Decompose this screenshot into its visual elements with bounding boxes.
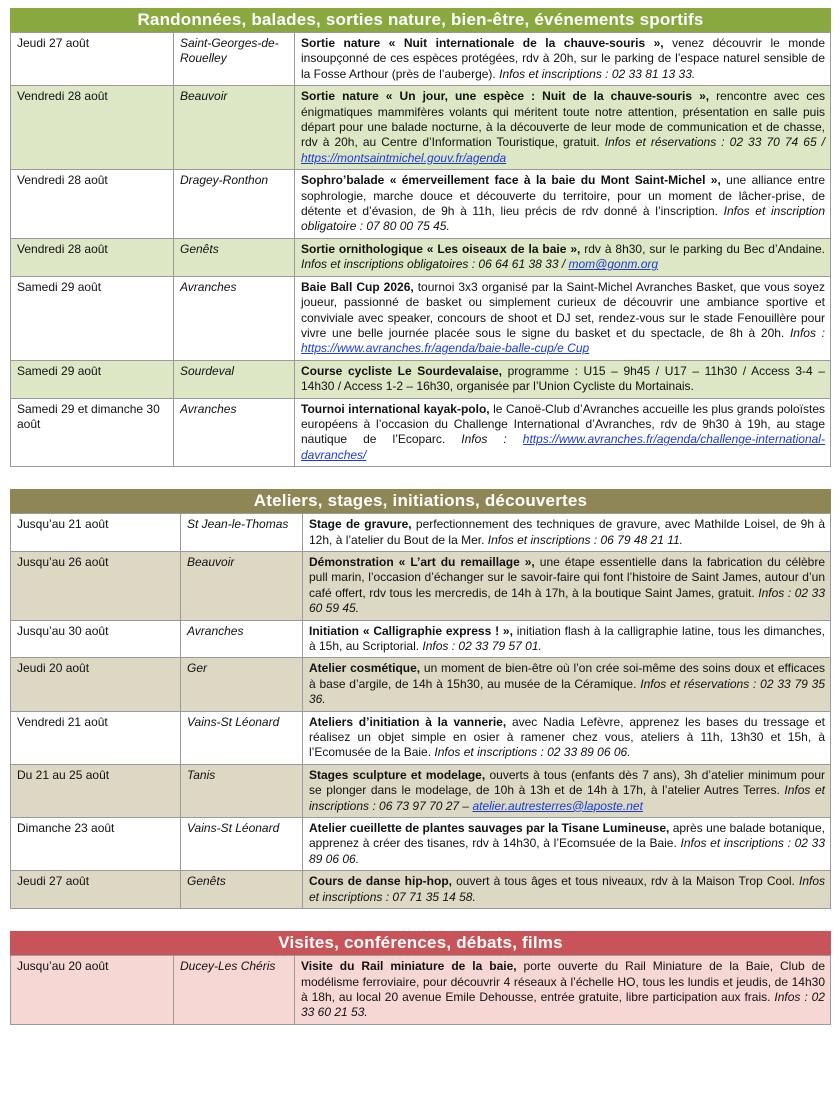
event-info: Infos et inscriptions : 02 33 81 13 33. (499, 66, 696, 81)
event-title: Initiation « Calligraphie express ! », (309, 623, 513, 638)
event-title: Visite du Rail miniature de la baie, (301, 959, 517, 974)
table-row (11, 551, 831, 620)
event-title: Atelier cueillette de plantes sauvages par la Tisane Lumineuse, (309, 821, 670, 836)
table-row (11, 170, 831, 239)
event-text: une alliance entre sophrologie, marche douce et découverte du territoire, pour un moment de lâcher-prise, de détente et d’évasion, de 9h à 11h, lieu précis de rdv donné à l’inscription. (301, 173, 825, 219)
event-date: Samedi 29 août (11, 360, 174, 398)
event-text: initiation flash à la calligraphie latine, tous les dimanches, à 15h, au Scriptorial. (309, 623, 825, 653)
event-description (295, 86, 831, 170)
event-description (303, 514, 831, 552)
event-date: Jeudi 27 août (11, 33, 174, 86)
table-row (11, 871, 831, 909)
event-text: avec Nadia Lefèvre, apprenez les bases du tressage et réalisez un objet simple en osier à ramener chez vous, ateliers à 11h, 13h30 et 15h, à l’Ecomusée de la Baie. (309, 714, 826, 760)
event-date: Dimanche 23 août (11, 818, 181, 871)
table-row (11, 514, 831, 552)
event-title: Sophro’balade « émerveillement face à la baie du Mont Saint-Michel », (301, 173, 721, 188)
event-place: St Jean-le-Thomas (181, 514, 303, 552)
event-date: Samedi 29 août (11, 276, 174, 360)
event-title: Stages sculpture et modelage, (309, 767, 486, 782)
event-text: un moment de bien-être où l’on crée soi-même des soins doux et efficaces à base d’argile, de 14h à 15h30, au musée de la Céramique. (309, 661, 826, 691)
event-place: Ger (181, 658, 303, 711)
event-text: venez découvrir le monde insoupçonné de ces espèces protégées, rdv à 20h, sur le parking de l’espace naturel sensible de la Fosse Arthour (près de l’auberge). (301, 36, 825, 81)
section-randonnees (10, 8, 831, 467)
event-info: Infos et inscriptions : 06 73 97 70 27 – (309, 783, 825, 813)
event-date: Vendredi 21 août (11, 711, 181, 764)
event-place: Genêts (174, 238, 295, 276)
table-row (11, 818, 831, 871)
event-text: tournoi 3x3 organisé par la Saint-Michel Avranches Basket, que vous soyez joueur, passionné de basket ou simplement curieux de découvrir une ambiance sportive et conviviale avec speaker, concours de shoot et DJ set, rendez-vous sur le stade Fenouillère pour vivre une belle journée placée sous le signe du basket et du spectacle, de 8h à 20h. (301, 279, 825, 340)
section-visites (10, 931, 831, 1025)
event-place: Beauvoir (181, 551, 303, 620)
event-description (295, 956, 831, 1025)
section-header: Randonnées, balades, sorties nature, bien-être, événements sportifs (10, 8, 831, 32)
event-text: ouverts à tous (enfants dès 7 ans), 3h d’atelier minimum pour se plonger dans le modelage, de 10h à 13h et de 14h à 17h, à l’atelier Autres Terres. (309, 767, 825, 798)
event-link[interactable]: atelier.autresterres@laposte.net (472, 798, 643, 813)
event-title: Atelier cosmétique, (309, 661, 421, 676)
event-title: Cours de danse hip-hop, (309, 874, 452, 889)
event-date: Du 21 au 25 août (11, 764, 181, 817)
event-title: Tournoi international kayak-polo, (301, 401, 490, 416)
section-ateliers (10, 489, 831, 909)
event-text: une étape essentielle dans la fabrication du célèbre pull marin, l’occasion d’échanger sur le savoir-faire qui font l’histoire de Saint James, autour d’un café offert, rdv tous les mercredis, de 14h à 17h, à la boutique Saint James, gratuit. (309, 554, 825, 600)
event-place: Avranches (181, 620, 303, 658)
event-info: Infos : (789, 325, 826, 340)
event-place: Avranches (174, 398, 295, 467)
event-info: Infos et inscriptions : 02 33 89 06 06. (434, 745, 631, 760)
event-info: Infos : 02 33 60 21 53. (301, 989, 825, 1020)
table-row (11, 86, 831, 170)
table-row (11, 620, 831, 658)
event-place: Beauvoir (174, 86, 295, 170)
section-header: Ateliers, stages, initiations, découvertes (10, 489, 831, 513)
table-row (11, 238, 831, 276)
event-info: Infos : (461, 432, 523, 447)
event-place: Sourdeval (174, 360, 295, 398)
event-title: Sortie nature « Nuit internationale de la chauve-souris », (301, 36, 664, 50)
event-date: Samedi 29 et dimanche 30 août (11, 398, 174, 467)
events-table (10, 513, 831, 909)
event-title: Baie Ball Cup 2026, (301, 279, 414, 294)
event-link[interactable]: https://www.avranches.fr/agenda/challenge-international-davranches/ (301, 432, 825, 462)
table-row (11, 764, 831, 817)
event-date: Jusqu’au 30 août (11, 620, 181, 658)
table-row (11, 33, 831, 86)
event-description (303, 551, 831, 620)
event-date: Vendredi 28 août (11, 170, 174, 239)
table-row (11, 276, 831, 360)
event-title: Sortie ornithologique « Les oiseaux de la baie », (301, 241, 581, 256)
event-description (295, 170, 831, 239)
table-row (11, 360, 831, 398)
event-text: programme : U15 – 9h45 / U17 – 11h30 / Access 3-4 – 14h30 / Access 1-2 – 16h30, organisée par l’Union Cycliste du Mortainais. (301, 363, 826, 394)
table-row (11, 658, 831, 711)
event-title: Course cycliste Le Sourdevalaise, (301, 363, 502, 378)
event-description (295, 238, 831, 276)
event-info: Infos et inscription obligatoire : 07 80 00 75 45. (301, 204, 825, 234)
event-link[interactable]: mom@gonm.org (568, 257, 659, 272)
event-text: ouvert à tous âges et tous niveaux, rdv à la Maison Trop Cool. (452, 874, 799, 889)
event-description (295, 33, 831, 86)
event-info: Infos et réservations : 02 33 79 35 36. (309, 676, 825, 707)
event-place: Vains-St Léonard (181, 818, 303, 871)
event-date: Jeudi 20 août (11, 658, 181, 711)
event-title: Démonstration « L’art du remaillage », (309, 554, 535, 569)
event-link[interactable]: https://montsaintmichel.gouv.fr/agenda (301, 150, 507, 165)
event-description (303, 871, 831, 909)
table-row (11, 398, 831, 467)
event-text: après une balade botanique, apprenez à créer des tisanes, rdv à 14h30, à l’Ecomsuée de la Baie. (309, 821, 825, 851)
event-title: Stage de gravure, (309, 517, 412, 532)
event-description (295, 398, 831, 467)
event-info: Infos et inscriptions : 02 33 89 06 06. (309, 836, 825, 866)
event-place: Avranches (174, 276, 295, 360)
event-text: rdv à 8h30, sur le parking du Bec d’Andaine. (580, 241, 826, 256)
event-date: Vendredi 28 août (11, 238, 174, 276)
table-row (11, 956, 831, 1025)
event-info: Infos : 02 33 79 57 01. (422, 639, 542, 653)
event-description (303, 818, 831, 871)
event-title: Sortie nature « Un jour, une espèce : Nuit de la chauve-souris », (301, 89, 710, 104)
event-text: le Canoë-Club d’Avranches accueille les plus grands poloïstes européens à l’occasion du Challenge International d’Avranches, rdv de 9h30 à 19h, au stage nautique de l’Ecoparc. (301, 401, 825, 447)
event-date: Vendredi 28 août (11, 86, 174, 170)
event-info: Infos et inscriptions : 06 79 48 21 11. (487, 532, 684, 547)
event-title: Ateliers d’initiation à la vannerie, (309, 714, 507, 729)
event-date: Jeudi 27 août (11, 871, 181, 909)
event-link[interactable]: https://www.avranches.fr/agenda/baie-balle-cup/e Cup (301, 341, 590, 356)
event-date: Jusqu’au 21 août (11, 514, 181, 552)
event-description (295, 276, 831, 360)
events-table (10, 32, 831, 467)
event-text: porte ouverte du Rail Miniature de la Baie, Club de modélisme ferroviaire, pour découvrir 4 réseaux à l’échelle HO, tous les lundis et jeudis, de 14h30 à 18h, au local 20 avenue Emile Dehousse, entrée gratuite, libre participation aux frais. (301, 959, 825, 1004)
event-place: Tanis (181, 764, 303, 817)
event-place: Dragey-Ronthon (174, 170, 295, 239)
event-text: rencontre avec ces énigmatiques mammifères volants qui méritent toute notre attention, présentation en salle puis départ pour une balade nocturne, à la découverte de leur mode de communication et de chasse, rdv à 20h, au Centre d’Information Touristique, gratuit. (301, 89, 825, 150)
event-description (303, 764, 831, 817)
event-place: Ducey-Les Chéris (174, 956, 295, 1025)
event-date: Jusqu’au 20 août (11, 956, 174, 1025)
event-place: Vains-St Léonard (181, 711, 303, 764)
table-row (11, 711, 831, 764)
event-description (303, 620, 831, 658)
event-info: Infos et inscriptions obligatoires : 06 64 61 38 33 / (301, 257, 569, 272)
event-description (295, 360, 831, 398)
event-place: Saint-Georges-de-Rouelley (174, 33, 295, 86)
event-info: Infos et réservations : 02 33 70 74 65 / (604, 135, 826, 150)
event-info: Infos : 02 33 60 59 45. (309, 585, 826, 616)
section-header: Visites, conférences, débats, films (10, 931, 831, 955)
event-description (303, 658, 831, 711)
event-info: Infos et inscriptions : 07 71 35 14 58. (309, 874, 826, 904)
events-table (10, 955, 831, 1025)
event-description (303, 711, 831, 764)
event-place: Genêts (181, 871, 303, 909)
event-date: Jusqu’au 26 août (11, 551, 181, 620)
event-text: perfectionnement des techniques de gravure, avec Mathilde Loisel, de 9h à 12h, à l’atelier du Bout de la Mer. (309, 517, 825, 547)
